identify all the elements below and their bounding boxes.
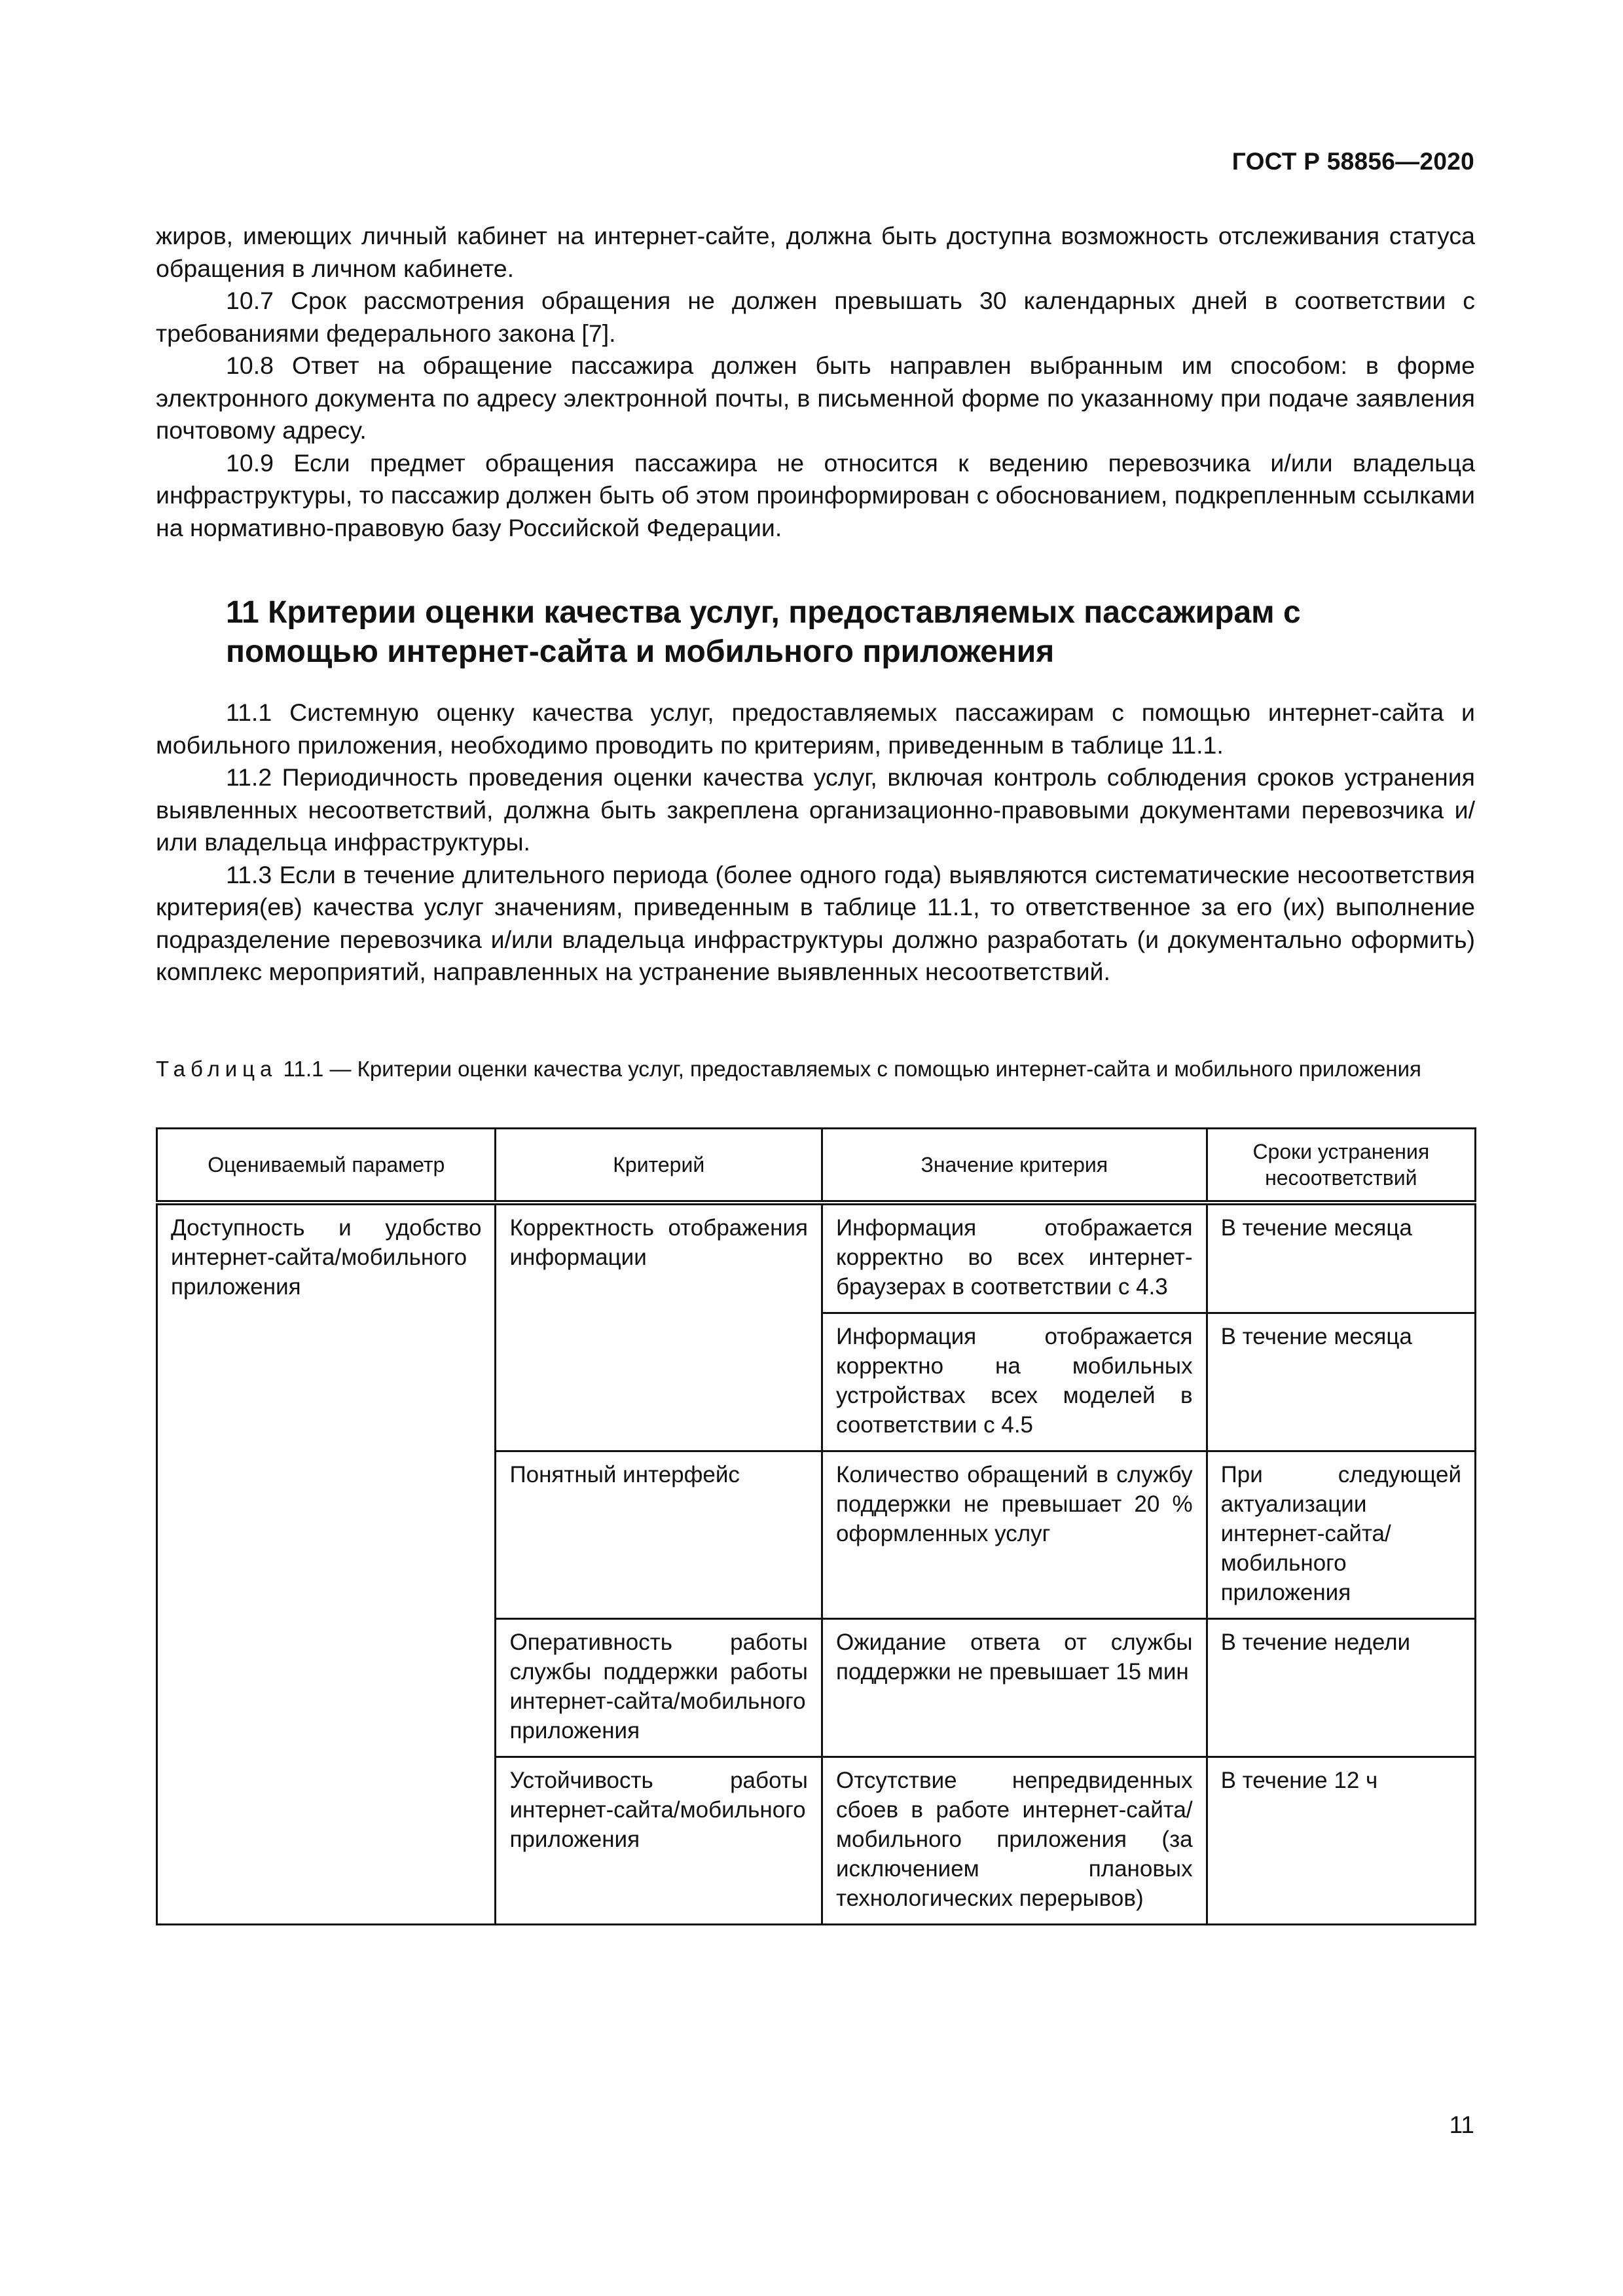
table-caption	[156, 1055, 1475, 1083]
criterion-cell: Корректность отображения информации	[496, 1203, 822, 1451]
paragraph-11-1: 11.1 Системную оценку качества услуг, предоставляемых пассажирам с помощью интернет-сайта и мобильного приложения, необходимо проводить по критериям, приведенным в таблице 11.1.	[156, 699, 1475, 759]
value-cell: Информация отображается корректно на мобильных устройствах всех моделей в соответствии с 4.5	[822, 1313, 1207, 1451]
deadline-cell: В течение месяца	[1207, 1313, 1475, 1451]
paragraph-10-8: 10.8 Ответ на обращение пассажира должен быть направлен выбранным им способом: в форме электронного документа по адресу электронной почты, в письменной форме по указанному при подаче заявления почтовому адресу.	[156, 352, 1475, 444]
header-deadline: Сроки устранения несоответствий	[1207, 1129, 1475, 1203]
section-text	[156, 697, 1475, 989]
parameter-cell: Доступность и удобство интернет-сайта/мобильного приложения	[157, 1203, 496, 1925]
header-parameter: Оцениваемый параметр	[157, 1129, 496, 1203]
paragraph-11-2: 11.2 Периодичность проведения оценки качества услуг, включая контроль соблюдения сроков устранения выявленных несоответствий, должна быть закреплена организационно-правовыми документами перевозчика и/или владельца инфраструктуры.	[156, 763, 1475, 856]
value-cell: Количество обращений в службу поддержки не превышает 20 % оформленных услуг	[822, 1451, 1207, 1619]
paragraph-continuation: жиров, имеющих личный кабинет на интернет-сайте, должна быть доступна возможность отслеживания статуса обращения в личном кабинете.	[156, 222, 1475, 282]
criterion-cell: Устойчивость работы интернет-сайта/мобильного приложения	[496, 1757, 822, 1925]
page-number: 11	[1449, 2111, 1474, 2138]
criterion-cell: Понятный интерфейс	[496, 1451, 822, 1619]
value-cell: Ожидание ответа от службы поддержки не превышает 15 мин	[822, 1619, 1207, 1757]
deadline-cell: При следующей актуализации интернет-сайта/мобильного приложения	[1207, 1451, 1475, 1619]
table-header-row	[157, 1129, 1476, 1203]
header-criterion: Критерий	[496, 1129, 822, 1203]
deadline-cell: В течение 12 ч	[1207, 1757, 1475, 1925]
deadline-cell: В течение месяца	[1207, 1203, 1475, 1313]
paragraph-11-3: 11.3 Если в течение длительного периода (более одного года) выявляются систематические несоответствия критерия(ев) качества услуг значениям, приведенным в таблице 11.1, то ответственное за его (их) выполнение подразделение перевозчика и/или владельца инфраструктуры должно разработать (и документально оформить) комплекс мероприятий, направленных на устранение выявленных несоответствий.	[156, 860, 1475, 985]
table-row	[157, 1203, 1476, 1313]
document-code: ГОСТ Р 58856—2020	[1231, 148, 1474, 175]
deadline-cell: В течение недели	[1207, 1619, 1475, 1757]
value-cell: Информация отображается корректно во всех интернет-браузерах в соответствии с 4.3	[822, 1203, 1207, 1313]
header-value: Значение критерия	[822, 1129, 1207, 1203]
paragraph-10-9: 10.9 Если предмет обращения пассажира не относится к ведению перевозчика и/или владельца инфраструктуры, то пассажир должен быть об этом проинформирован с обоснованием, подкрепленным ссылками на нормативно-правовую базу Российской Федерации.	[156, 448, 1475, 541]
table-caption-text: 11.1 — Критерии оценки качества услуг, предоставляемых с помощью интернет-сайта и мобильного приложения	[277, 1057, 1421, 1081]
criterion-cell: Оперативность работы службы поддержки работы интернет-сайта/мобильного приложения	[496, 1619, 822, 1757]
section-heading: 11 Критерии оценки качества услуг, предоставляемых пассажирам с помощью интернет-сайта и мобильного приложения	[226, 595, 1301, 669]
table-caption-label: Таблица	[156, 1057, 278, 1081]
criteria-table	[156, 1127, 1476, 1925]
intro-text	[156, 220, 1475, 544]
paragraph-10-7: 10.7 Срок рассмотрения обращения не должен превышать 30 календарных дней в соответствии с требованиями федерального закона [7].	[156, 287, 1475, 347]
value-cell: Отсутствие непредвиденных сбоев в работе интернет-сайта/мобильного приложения (за исключением плановых технологических перерывов)	[822, 1757, 1207, 1925]
